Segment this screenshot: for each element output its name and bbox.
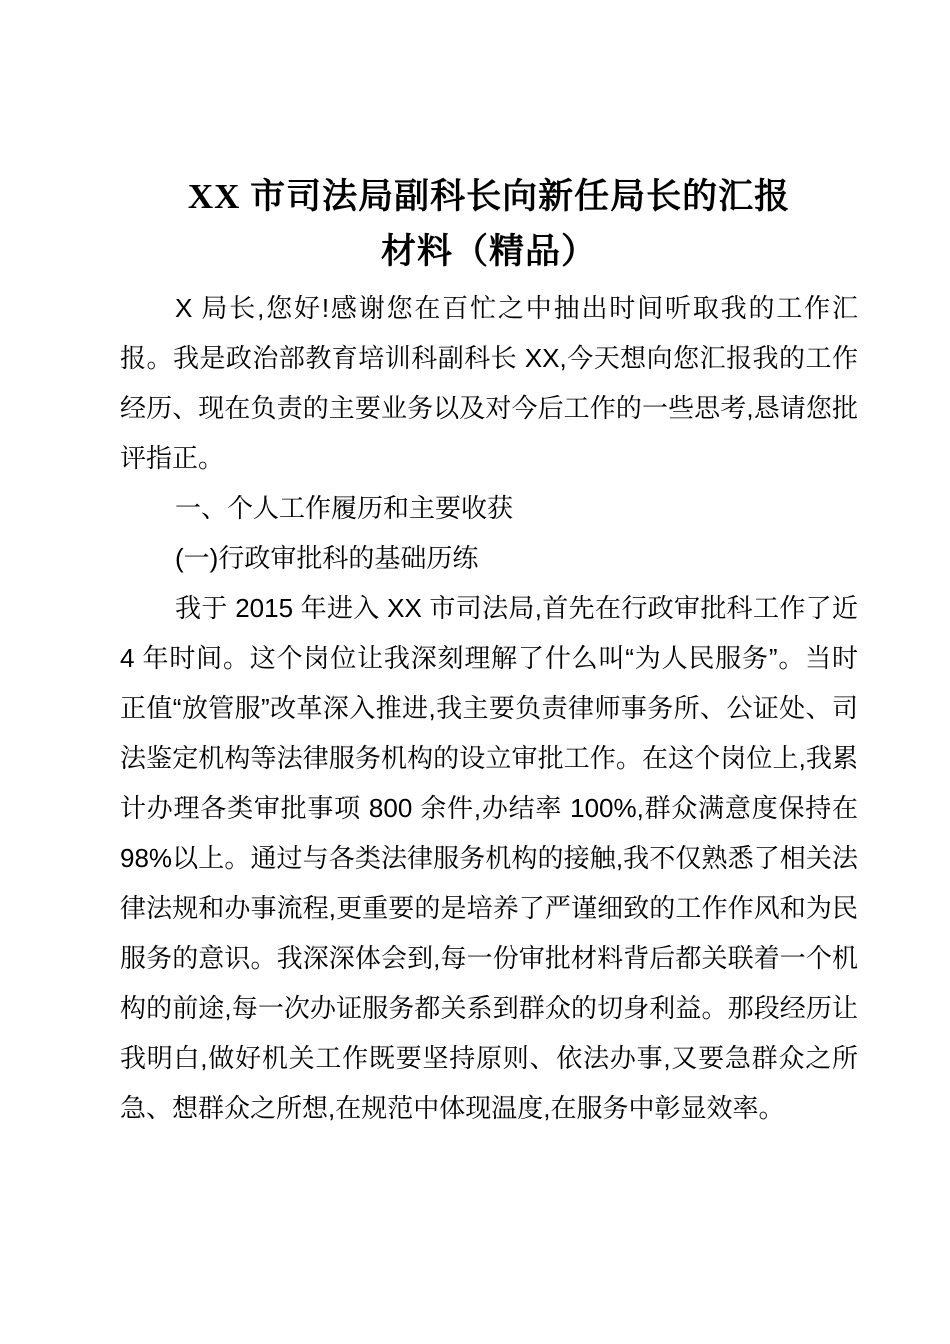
document-title-line-1: XX 市司法局副科长向新任局长的汇报	[187, 177, 791, 216]
document-title	[120, 169, 858, 279]
body-paragraph: 我于 2015 年进入 XX 市司法局,首先在行政审批科工作了近 4 年时间。这个岗位让我深刻理解了什么叫“为人民服务”。当时正值“放管服”改革深入推进,我主要负责律师事务所、公证处、司法鉴定机构等法律服务机构的设立审批工作。在这个岗位上,我累计办理各类审批事项 800 余件,办结率 100%,群众满意度保持在 98%以上。通过与各类法律服务机构的接触,我不仅熟悉了相关法律法规和办事流程,更重要的是培养了严谨细致的工作作风和为民服务的意识。我深深体会到,每一份审批材料背后都关联着一个机构的前途,每一次办证服务都关系到群众的切身利益。那段经历让我明白,做好机关工作既要坚持原则、依法办事,又要急群众之所急、想群众之所想,在规范中体现温度,在服务中彰显效率。	[120, 593, 858, 1123]
subsection-heading: (一)行政审批科的基础历练	[175, 543, 479, 573]
document-title-line-2: 材料（精品）	[380, 232, 597, 271]
section-heading: 一、个人工作履历和主要收获	[175, 493, 514, 523]
intro-paragraph: X 局长,您好!感谢您在百忙之中抽出时间听取我的工作汇报。我是政治部教育培训科副科长 XX,今天想向您汇报我的工作经历、现在负责的主要业务以及对今后工作的一些思考,恳请您批评指正。	[120, 293, 858, 473]
